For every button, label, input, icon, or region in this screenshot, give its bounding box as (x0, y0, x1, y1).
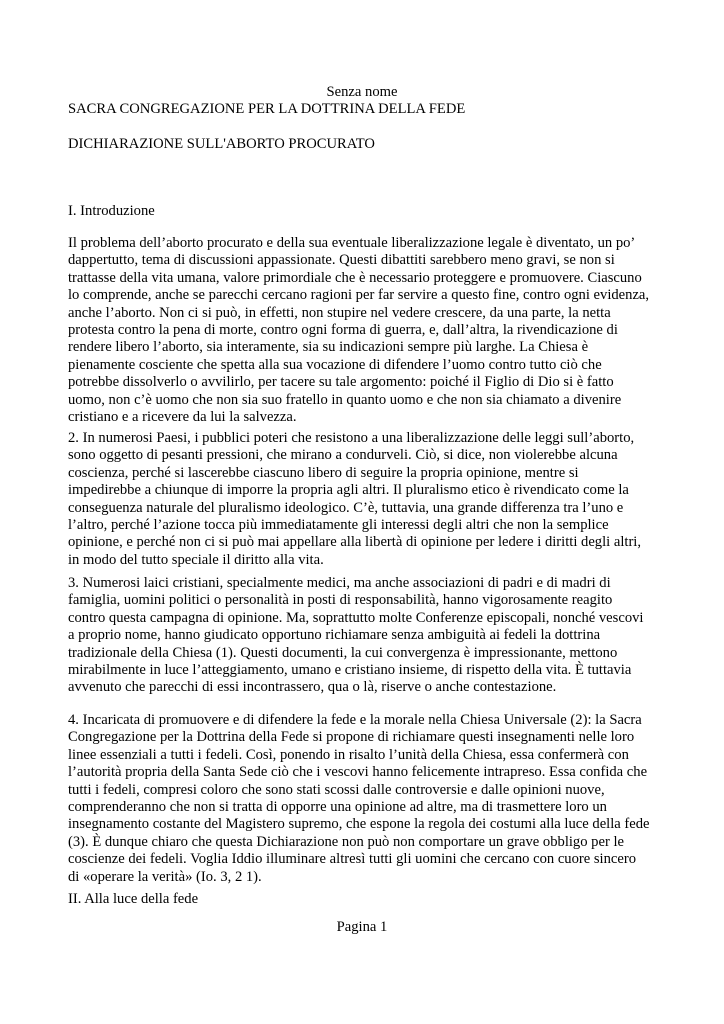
section-1-heading: I. Introduzione (68, 203, 155, 219)
text-line: opinione, e perché non ci si può mai appellare alla libertà di opinione per ledere i diritti degli altri, (68, 534, 642, 551)
text-line: potrebbe dissolverlo o avvilirlo, per tacere su tale argomento: poiché il Figlio di Dio si è fatto (68, 374, 614, 391)
text-line: tradizionale della Chiesa (1). Questi documenti, la cui convergenza è impressionante, mettono (68, 644, 618, 661)
text-line: protesta contro la pena di morte, contro ogni forma di guerra, e, dall’altra, la rivendicazione di (68, 322, 618, 339)
document-title: Senza nome (326, 84, 398, 100)
text-line: uomo, non c’è uomo che non sia suo fratello in quanto uomo e che non sia chiamato a divenire (68, 391, 622, 408)
paragraph-4 (68, 712, 668, 886)
section-heading (68, 203, 668, 220)
text-line: comprenderanno che non si tratta di opporre una opinione ad altre, ma di trasmettere loro un (68, 799, 607, 816)
text-line: avvenuto che parecchi di essi incontrassero, qua o là, riserve o anche contestazione. (68, 679, 557, 696)
text-line: dappertutto, tema di discussioni appassionate. Questi dibattiti sarebbero meno gravi, se non si (68, 252, 615, 269)
congregation-name: SACRA CONGREGAZIONE PER LA DOTTRINA DELLA FEDE (68, 101, 466, 117)
paragraph-2 (68, 430, 668, 569)
text-line: coscienze dei fedeli. Voglia Iddio illuminare altresì tutti gli uomini che cercano con cuore sincero (68, 851, 637, 868)
text-line: sono oggetto di pesanti pressioni, che mirano a condurveli. Ciò, si dice, non violerebbe alcuna (68, 447, 618, 464)
text-line: coscienza, perché si lascerebbe ciascuno libero di seguire la propria opinione, mentre si (68, 464, 579, 481)
declaration-title: DICHIARAZIONE SULL'ABORTO PROCURATO (68, 136, 375, 152)
text-line: 4. Incaricata di promuovere e di difendere la fede e la morale nella Chiesa Universale (2): la Sacra (68, 712, 642, 728)
declaration-heading (68, 136, 668, 153)
text-line: mirabilmente in luce l’atteggiamento, umano e cristiano insieme, di rispetto della vita. È tuttavia (68, 662, 632, 679)
text-line: Congregazione per la Dottrina della Fede si propone di richiamare questi insegnamenti nelle loro (68, 729, 635, 746)
text-line: tutti i fedeli, compresi coloro che sono stati scossi dalle controversie e dalle opinioni nuove, (68, 781, 605, 798)
text-line: famiglia, uomini politici o personalità in posti di responsabilità, hanno vigorosamente reagito (68, 592, 613, 609)
text-line: Il problema dell’aborto procurato e della sua eventuale liberalizzazione legale è diventato, un po’ (68, 235, 636, 251)
text-line: rendere libero l’aborto, sia interamente, sia su indicazioni sempre più larghe. La Chiesa è (68, 339, 589, 356)
paragraph-3 (68, 575, 668, 697)
text-line: trattasse della vita umana, valore primordiale che è necessario proteggere e promuovere. Ciascuno (68, 269, 642, 286)
congregation-heading (68, 101, 668, 118)
page-footer (0, 919, 724, 936)
text-line: 3. Numerosi laici cristiani, specialmente medici, ma anche associazioni di padri e di madri di (68, 575, 611, 591)
text-line: anche l’aborto. Non ci si può, in effetti, non stupire nel vedere crescere, da una parte, la netta (68, 304, 611, 321)
text-line: l’autorità propria della Santa Sede ciò che i vescovi hanno felicemente intrapreso. Essa confida che (68, 764, 648, 781)
text-line: l’altro, perché l’azione tocca più immediatamente gli interessi degli altri che non la semplice (68, 517, 609, 534)
text-line: (3). È dunque chiaro che questa Dichiarazione non può non comportare un grave obbligo per le (68, 833, 624, 850)
paragraph-1 (68, 235, 668, 426)
text-line: 2. In numerosi Paesi, i pubblici poteri che resistono a una liberalizzazione delle leggi sull’aborto, (68, 430, 635, 446)
text-line: conseguenza naturale del pluralismo ideologico. C’è, tuttavia, una grande differenza tra l’uno e (68, 499, 624, 516)
text-line: linee essenziali a tutti i fedeli. Così, ponendo in risalto l’unità della Chiesa, essa confermerà con (68, 746, 629, 763)
page-header (0, 84, 724, 101)
text-line: a proprio nome, hanno giudicato opportuno richiamare senza ambiguità ai fedeli la dottrina (68, 627, 601, 644)
section-heading (68, 891, 668, 908)
text-line: impedirebbe a chiunque di imporre la propria agli altri. Il pluralismo etico è rivendicato come la (68, 482, 629, 499)
text-line: in modo del tutto speciale il diritto alla vita. (68, 551, 324, 568)
text-line: insegnamento costante del Magistero supremo, che espone la regola dei costumi alla luce della fede (68, 816, 650, 833)
text-line: cristiano e a ricevere da lui la salvezza. (68, 409, 297, 426)
text-line: di «operare la verità» (Io. 3, 2 1). (68, 868, 262, 885)
text-line: pienamente cosciente che spetta alla sua vocazione di difendere l’uomo contro tutto ciò che (68, 356, 602, 373)
section-2-heading: II. Alla luce della fede (68, 891, 199, 907)
text-line: contro questa campagna di opinione. Ma, soprattutto molte Conferenze episcopali, nonché vescovi (68, 609, 644, 626)
page-number: Pagina 1 (336, 919, 388, 935)
text-line: lo comprende, anche se parecchi cercano ragioni per far servire a questo fine, contro ogni evidenza, (68, 287, 650, 304)
